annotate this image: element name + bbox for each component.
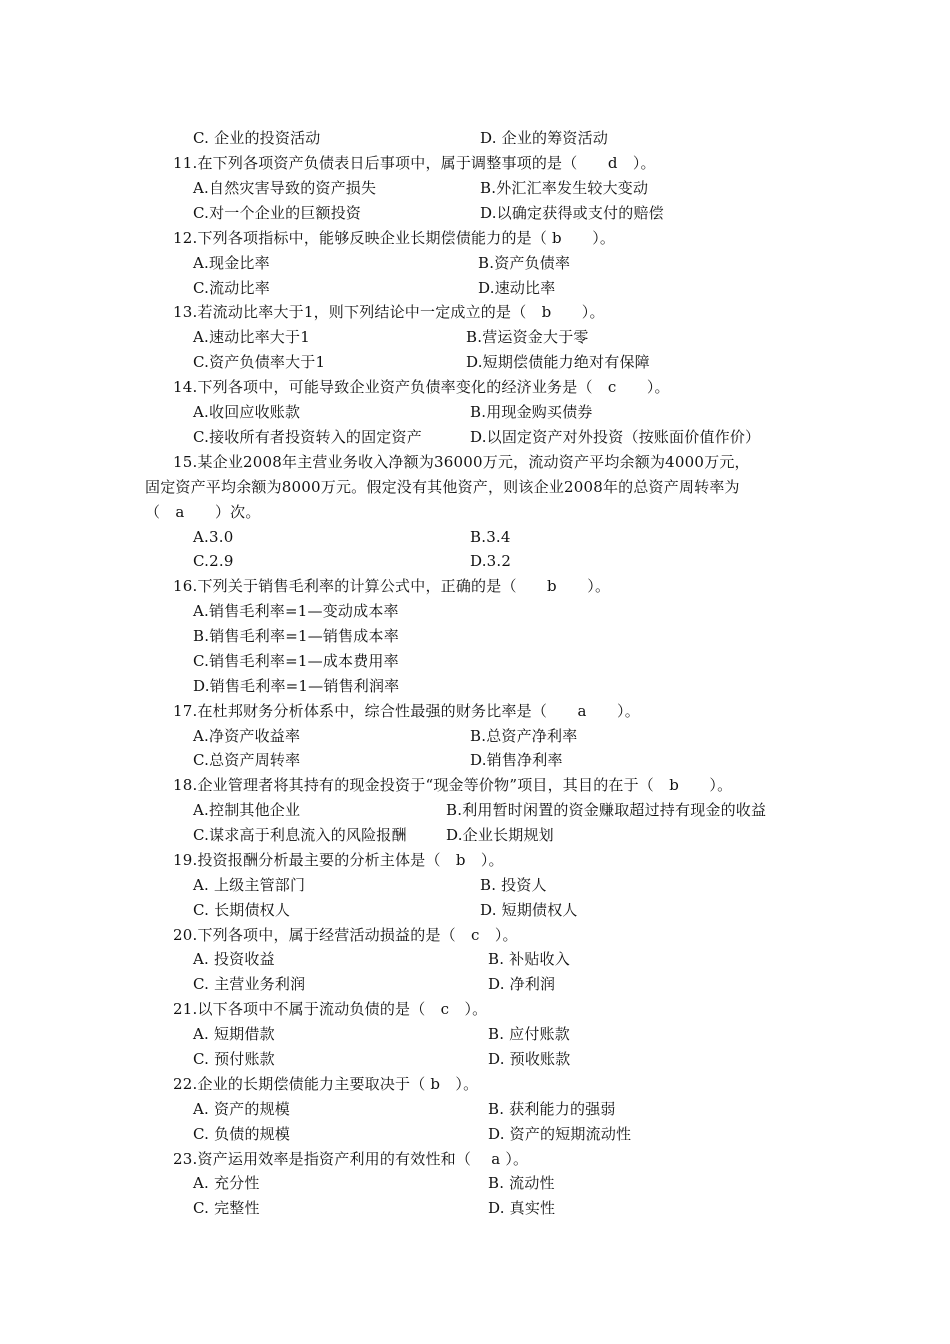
- option-14b: B.用现金购买债券: [470, 403, 593, 421]
- option-13a: A.速动比率大于1: [193, 328, 310, 346]
- option-14a: A.收回应收账款: [193, 403, 301, 421]
- option-22c: C. 负债的规模: [193, 1125, 291, 1143]
- option-19b: B. 投资人: [480, 876, 547, 894]
- option-16b: B.销售毛利率=1—销售成本率: [193, 627, 399, 645]
- question-19: 19.投资报酬分析最主要的分析主体是（ b ）。: [173, 851, 504, 869]
- option-20b: B. 补贴收入: [488, 950, 570, 968]
- option-17a: A.净资产收益率: [193, 727, 301, 745]
- option-17c: C.总资产周转率: [193, 751, 301, 769]
- option-15a: A.3.0: [193, 528, 234, 546]
- option-23d: D. 真实性: [488, 1199, 556, 1217]
- option-21a: A. 短期借款: [193, 1025, 275, 1043]
- option-22d: D. 资产的短期流动性: [488, 1125, 632, 1143]
- option-13d: D.短期偿债能力绝对有保障: [466, 353, 650, 371]
- option-23a: A. 充分性: [193, 1174, 260, 1192]
- option-11c: C.对一个企业的巨额投资: [193, 204, 362, 222]
- option-14d: D.以固定资产对外投资（按账面价值作价）: [470, 428, 761, 446]
- option-12b: B.资产负债率: [478, 254, 571, 272]
- question-22: 22.企业的长期偿债能力主要取决于（ b ）。: [173, 1075, 479, 1093]
- option-16d: D.销售毛利率=1—销售利润率: [193, 677, 400, 695]
- option-15d: D.3.2: [470, 552, 512, 570]
- option-20d: D. 净利润: [488, 975, 556, 993]
- option-11a: A.自然灾害导致的资产损失: [193, 179, 377, 197]
- option-20a: A. 投资收益: [193, 950, 275, 968]
- option-20c: C. 主营业务利润: [193, 975, 306, 993]
- option-12a: A.现金比率: [193, 254, 270, 272]
- question-15-line-2: 固定资产平均余额为8000万元。假定没有其他资产，则该企业2008年的总资产周转率为: [145, 478, 740, 496]
- question-17: 17.在杜邦财务分析体系中，综合性最强的财务比率是（ a ）。: [173, 702, 640, 720]
- question-23: 23.资产运用效率是指资产利用的有效性和（ a ）。: [173, 1150, 529, 1168]
- option-12d: D.速动比率: [478, 279, 556, 297]
- question-12: 12.下列各项指标中，能够反映企业长期偿债能力的是（ b ）。: [173, 229, 616, 247]
- question-15-line-1: 15.某企业2008年主营业务收入净额为36000万元，流动资产平均余额为4000万元，: [173, 453, 750, 471]
- question-21: 21.以下各项中不属于流动负债的是（ c ）。: [173, 1000, 488, 1018]
- option-10d: D. 企业的筹资活动: [480, 129, 609, 147]
- option-19c: C. 长期债权人: [193, 901, 291, 919]
- question-16: 16.下列关于销售毛利率的计算公式中，正确的是（ b ）。: [173, 577, 611, 595]
- option-19d: D. 短期债权人: [480, 901, 578, 919]
- question-15-line-3: （ a ）次。: [145, 503, 261, 521]
- option-21c: C. 预付账款: [193, 1050, 275, 1068]
- option-18d: D.企业长期规划: [446, 826, 554, 844]
- option-18a: A.控制其他企业: [193, 801, 301, 819]
- option-15c: C.2.9: [193, 552, 234, 570]
- question-13: 13.若流动比率大于1，则下列结论中一定成立的是（ b ）。: [173, 303, 605, 321]
- option-18b: B.利用暂时闲置的资金赚取超过持有现金的收益: [446, 801, 767, 819]
- option-18c: C.谋求高于利息流入的风险报酬: [193, 826, 407, 844]
- option-13c: C.资产负债率大于1: [193, 353, 326, 371]
- question-18: 18.企业管理者将其持有的现金投资于“现金等价物”项目，其目的在于（ b ）。: [173, 776, 733, 794]
- option-11d: D.以确定获得或支付的赔偿: [480, 204, 664, 222]
- option-11b: B.外汇汇率发生较大变动: [480, 179, 649, 197]
- option-23c: C. 完整性: [193, 1199, 260, 1217]
- option-23b: B. 流动性: [488, 1174, 555, 1192]
- option-14c: C.接收所有者投资转入的固定资产: [193, 428, 422, 446]
- option-21d: D. 预收账款: [488, 1050, 571, 1068]
- option-13b: B.营运资金大于零: [466, 328, 589, 346]
- option-17d: D.销售净利率: [470, 751, 563, 769]
- option-21b: B. 应付账款: [488, 1025, 570, 1043]
- question-11: 11.在下列各项资产负债表日后事项中，属于调整事项的是（ d ）。: [173, 154, 656, 172]
- option-17b: B.总资产净利率: [470, 727, 578, 745]
- option-19a: A. 上级主管部门: [193, 876, 306, 894]
- question-20: 20.下列各项中，属于经营活动损益的是（ c ）。: [173, 926, 518, 944]
- option-16c: C.销售毛利率=1—成本费用率: [193, 652, 399, 670]
- option-10c: C. 企业的投资活动: [193, 129, 321, 147]
- question-14: 14.下列各项中，可能导致企业资产负债率变化的经济业务是（ c ）。: [173, 378, 670, 396]
- option-15b: B.3.4: [470, 528, 511, 546]
- option-16a: A.销售毛利率=1—变动成本率: [193, 602, 399, 620]
- option-22a: A. 资产的规模: [193, 1100, 290, 1118]
- option-12c: C.流动比率: [193, 279, 270, 297]
- option-22b: B. 获利能力的强弱: [488, 1100, 616, 1118]
